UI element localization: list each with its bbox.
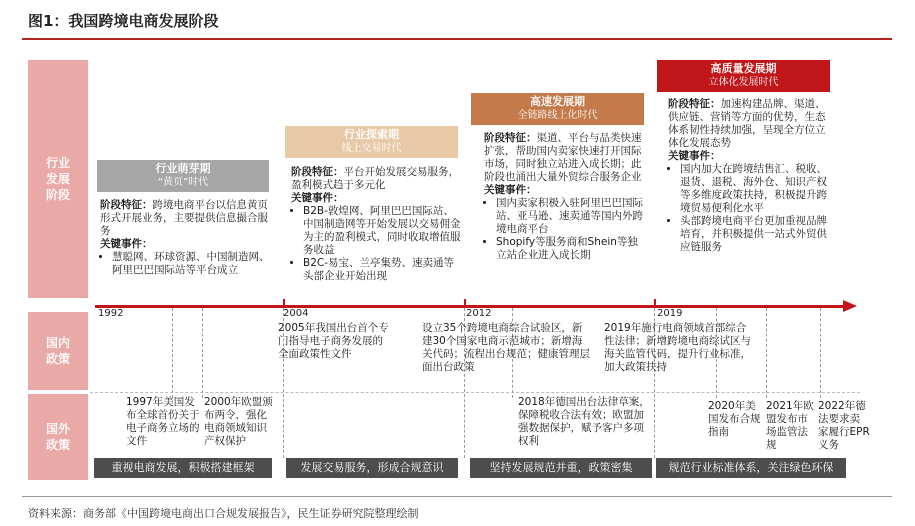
domestic-note: 2019年施行电商领域首部综合性法律；新增跨境电商综试区与海关监管代码，提升行业标准，加大政策扶持	[604, 322, 751, 373]
foreign-note: 2022年德法要求卖家履行EPR义务	[818, 400, 870, 451]
foreign-note: 2020年美国发布合规指南	[708, 400, 761, 438]
phase-header: 高质量发展期 立体化发展时代	[657, 60, 830, 92]
summary-bar: 坚持发展规范并重，政策密集	[470, 458, 652, 478]
phase-content: 阶段特征：渠道、平台与品类快速扩张，帮助国内卖家快速打开国际市场，同时独立站进入成长期；此阶段也涌出大量外贸综合服务企业 关键事件： • 国内卖家积极入驻阿里巴巴国际站、亚马逊、速卖通等国内外跨境电商平台 • Shopify等服务商和Shein等独立站企业进入成长期	[484, 132, 646, 262]
summary-bar: 重视电商发展，积极搭建框架	[94, 458, 272, 478]
phase-content: 阶段特征：跨境电商平台以信息黄页形式开展业务，主要提供信息撮合服务 关键事件： • 慧聪网、环球资源、中国制造网、阿里巴巴国际站等平台成立	[100, 199, 270, 277]
timeline-arrow	[843, 300, 857, 312]
connector-line	[820, 308, 821, 398]
row-divider	[90, 392, 860, 393]
foreign-note: 2000年欧盟颁布两令，强化电商领域知识产权保护	[204, 396, 273, 447]
domestic-note: 设立35个跨境电商综合试验区，新建30个国家电商示范城市；新增海关代码；流程出台规范；健康管理层面出台政策	[422, 322, 590, 373]
phase-content: 阶段特征：加速构建品牌、渠道、供应链、营销等方面的优势，生态体系韧性持续加强，呈现全方位立体化发展态势 关键事件： • 国内加大在跨境结售汇、税收、退货、退税、海外仓、知识产权等多维度政策扶持，积极提升跨境贸易便利化水平 • 头部跨境电商平台更加重视品牌培育，并积极提供一站式外贸供应链服务	[668, 98, 834, 254]
year-tick	[654, 299, 656, 307]
year-label: 1992	[98, 308, 124, 319]
foreign-note: 1997年美国发布全球首份关于电子商务立场的文件	[126, 396, 200, 447]
phase-content: 阶段特征：平台开始发展交易服务，盈利模式趋于多元化 关键事件： • B2B-敦煌网、阿里巴巴国际站、中国制造网等开始发展以交易佣金为主的盈利模式，同时收取增值服务收益 • B2C-易宝、兰亭集势、速卖通等头部企业开始出现	[291, 166, 461, 283]
year-label: 2012	[466, 308, 492, 319]
row-label-foreign: 国外政策	[28, 394, 88, 480]
connector-line	[766, 308, 767, 398]
footer-rule	[22, 496, 892, 497]
phase-header: 行业探索期 线上交易时代	[285, 126, 458, 158]
phase-header: 行业萌芽期 “黄页”时代	[97, 160, 269, 192]
title-rule	[22, 38, 892, 40]
connector-line	[202, 308, 203, 398]
row-label-industry: 行业发展阶段	[28, 60, 88, 298]
year-label: 2004	[283, 308, 309, 319]
year-label: 2019	[657, 308, 683, 319]
phase-header: 高速发展期 全链路线上化时代	[471, 93, 644, 125]
summary-bar: 规范行业标准体系，关注绿色环保	[656, 458, 846, 478]
year-tick	[283, 299, 285, 307]
foreign-note: 2018年德国出台法律草案，保障税收合法有效；欧盟加强数据保护，赋予客户多项权利	[518, 396, 650, 447]
foreign-note: 2021年欧盟发布市场监管法规	[766, 400, 814, 451]
domestic-note: 2005年我国出台首个专门指导电子商务发展的全面政策性文件	[278, 322, 389, 360]
summary-bar: 发展交易服务，形成合规意识	[286, 458, 458, 478]
row-label-domestic: 国内政策	[28, 312, 88, 390]
source-note: 资料来源：商务部《中国跨境电商出口合规发展报告》，民生证券研究院整理绘制	[28, 507, 419, 520]
figure-title: 图1：我国跨境电商发展阶段	[28, 12, 219, 30]
connector-line	[172, 308, 173, 398]
year-tick	[464, 299, 466, 307]
